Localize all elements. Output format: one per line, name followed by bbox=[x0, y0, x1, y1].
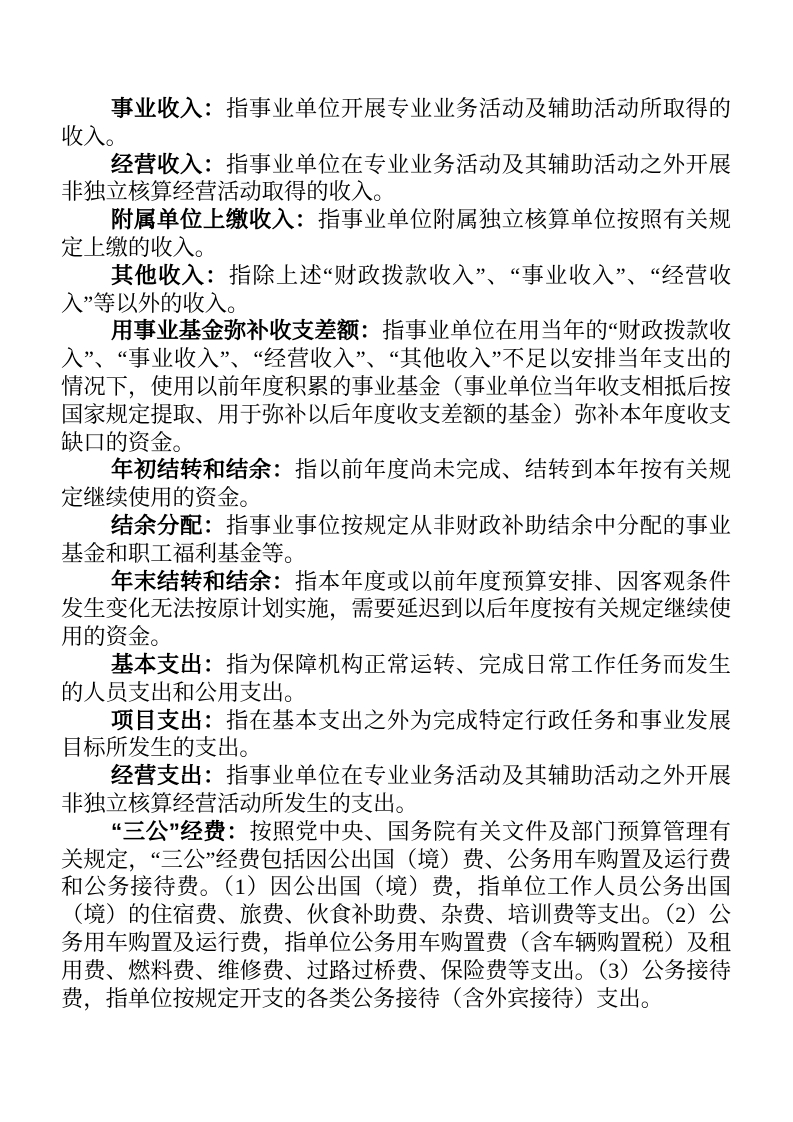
paragraph-yong-shiye-jijin-mibu-shouzhi-chae bbox=[61, 317, 731, 456]
paragraph-nianchu-jiezhuan-he-jieyu bbox=[61, 456, 731, 512]
term-definition: 指事业事位按规定从非财政补助结余中分配的事业基金和职工福利基金等。 bbox=[61, 512, 731, 566]
term-label: “三公”经费： bbox=[111, 818, 250, 844]
term-label: 经营支出： bbox=[111, 763, 226, 789]
term-definition: 指事业单位在专业业务活动及其辅助活动之外开展非独立核算经营活动所发生的支出。 bbox=[61, 763, 731, 816]
term-definition: 指事业单位在用当年的“财政拨款收入”、“事业收入”、“经营收入”、“其他收入”不足以安排当年支出的情况下，使用以前年度积累的事业基金（事业单位当年收支相抵后按国家规定提取、用于弥补以后年度收支差额的基金）弥补本年度收支缺口的资金。 bbox=[61, 318, 731, 455]
paragraph-jingying-zhichu bbox=[61, 762, 731, 818]
term-label: 附属单位上缴收入： bbox=[111, 207, 318, 233]
paragraph-jieyu-fenpei bbox=[61, 512, 731, 568]
term-definition: 指事业单位开展专业业务活动及辅助活动所取得的收入。 bbox=[61, 96, 731, 149]
term-definition: 指在基本支出之外为完成特定行政任务和事业发展目标所发生的支出。 bbox=[61, 707, 731, 761]
term-label: 年初结转和结余： bbox=[111, 457, 295, 483]
definitions-section bbox=[61, 95, 731, 1012]
term-definition: 指为保障机构正常运转、完成日常工作任务而发生的人员支出和公用支出。 bbox=[61, 651, 731, 705]
paragraph-jingying-shouru bbox=[61, 151, 731, 207]
term-definition: 指除上述“财政拨款收入”、“事业收入”、“经营收入”等以外的收入。 bbox=[61, 262, 731, 316]
term-label: 事业收入： bbox=[111, 96, 226, 121]
paragraph-shiye-shouru bbox=[61, 95, 731, 151]
paragraph-qita-shouru bbox=[61, 262, 731, 318]
term-label: 结余分配： bbox=[111, 512, 226, 538]
paragraph-xiangmu-zhichu bbox=[61, 707, 731, 763]
paragraph-nianmo-jiezhuan-he-jieyu bbox=[61, 568, 731, 651]
term-definition: 指事业单位在专业业务活动及其辅助活动之外开展非独立核算经营活动取得的收入。 bbox=[61, 151, 731, 205]
term-definition: 按照党中央、国务院有关文件及部门预算管理有关规定，“三公”经费包括因公出国（境）费、公务用车购置及运行费和公务接待费。（1）因公出国（境）费，指单位工作人员公务出国（境）的住宿费、旅费、伙食补助费、杂费、培训费等支出。（2）公务用车购置及运行费，指单位公务用车购置费（含车辆购置税）及租用费、燃料费、维修费、过路过桥费、保险费等支出。（3）公务接待费，指单位按规定开支的各类公务接待（含外宾接待）支出。 bbox=[61, 818, 731, 1011]
paragraph-sangong-jingfei bbox=[61, 818, 731, 1013]
term-definition: 指以前年度尚未完成、结转到本年按有关规定继续使用的资金。 bbox=[61, 457, 731, 511]
term-definition: 指本年度或以前年度预算安排、因客观条件发生变化无法按原计划实施，需要延迟到以后年度按有关规定继续使用的资金。 bbox=[61, 568, 731, 650]
term-label: 项目支出： bbox=[111, 707, 226, 733]
term-label: 年末结转和结余： bbox=[111, 568, 295, 594]
paragraph-jiben-zhichu bbox=[61, 651, 731, 707]
term-label: 其他收入： bbox=[111, 262, 229, 288]
term-label: 基本支出： bbox=[111, 651, 226, 677]
term-label: 用事业基金弥补收支差额： bbox=[111, 318, 383, 344]
term-label: 经营收入： bbox=[111, 151, 226, 177]
paragraph-fushu-danwei-shangjiao-shouru bbox=[61, 206, 731, 262]
term-definition: 指事业单位附属独立核算单位按照有关规定上缴的收入。 bbox=[61, 207, 731, 260]
